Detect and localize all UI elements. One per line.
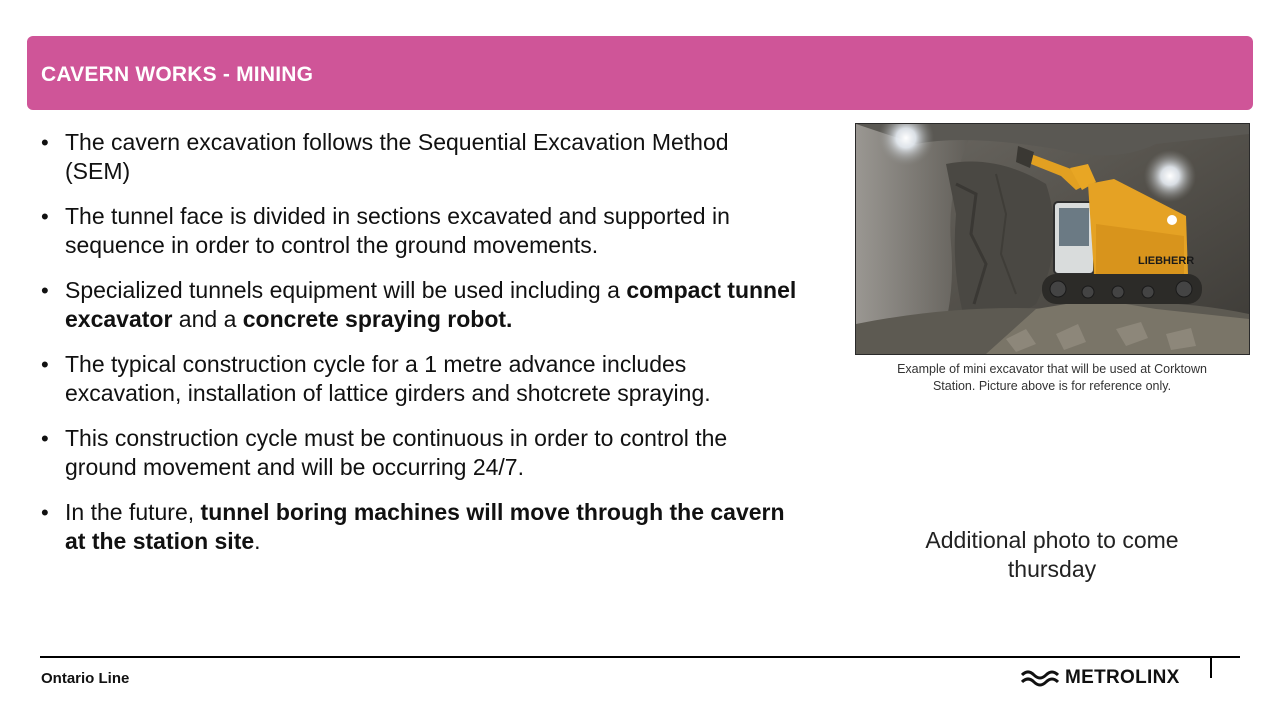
additional-photo-note-line-2: thursday (1007, 556, 1097, 582)
bullet-text: Specialized tunnels equipment will be used including a (65, 277, 627, 303)
bullet-item (38, 128, 798, 186)
title-bar (27, 36, 1253, 110)
bullet-text-bold: tunnel boring machines will move through the cavern at the station site (65, 499, 785, 554)
additional-photo-note (880, 526, 1224, 584)
bullet-dot-icon: • (41, 278, 49, 303)
bullet-text: The tunnel face is divided in sections excavated and supported in sequence in order to control the ground movements. (65, 203, 730, 258)
slide-title: CAVERN WORKS - MINING (41, 63, 314, 86)
bullet-dot-icon: • (41, 500, 49, 525)
bullet-item (38, 350, 798, 408)
bullet-text: In the future, (65, 499, 201, 525)
footer-project-name: Ontario Line (41, 670, 130, 687)
bullet-text: . (254, 528, 261, 554)
additional-photo-note-line-1: Additional photo to come (925, 527, 1179, 553)
bullet-item (38, 498, 798, 556)
bullet-item (38, 276, 798, 334)
machine-brand-label: LIEBHERR (1138, 255, 1195, 267)
metrolinx-logo-text: METROLINX (1065, 667, 1180, 688)
excavator-photo (855, 123, 1250, 355)
bullet-list (38, 128, 798, 572)
photo-caption-line-1: Example of mini excavator that will be used at Corktown (897, 362, 1207, 376)
bullet-text: and a (172, 306, 243, 332)
metrolinx-wave-icon (1021, 669, 1059, 687)
bullet-text: This construction cycle must be continuous in order to control the ground movement and will be occurring 24/7. (65, 425, 728, 480)
bullet-item (38, 202, 798, 260)
metrolinx-logo (1021, 666, 1180, 690)
footer-tick-mark (1210, 657, 1212, 678)
bullet-text-bold: concrete spraying robot. (242, 306, 513, 332)
excavator-photo-illustration (856, 124, 1249, 354)
bullet-text: The cavern excavation follows the Sequential Excavation Method (SEM) (65, 129, 729, 184)
bullet-dot-icon: • (41, 426, 49, 451)
bullet-item (38, 424, 798, 482)
footer-divider (40, 656, 1240, 658)
bullet-text-bold: compact tunnel excavator (65, 277, 797, 332)
bullet-dot-icon: • (41, 130, 49, 155)
photo-caption (860, 361, 1244, 395)
bullet-dot-icon: • (41, 204, 49, 229)
bullet-dot-icon: • (41, 352, 49, 377)
bullet-text: The typical construction cycle for a 1 metre advance includes excavation, installation of lattice girders and shotcrete spraying. (65, 351, 711, 406)
photo-caption-line-2: Station. Picture above is for reference only. (932, 379, 1172, 393)
